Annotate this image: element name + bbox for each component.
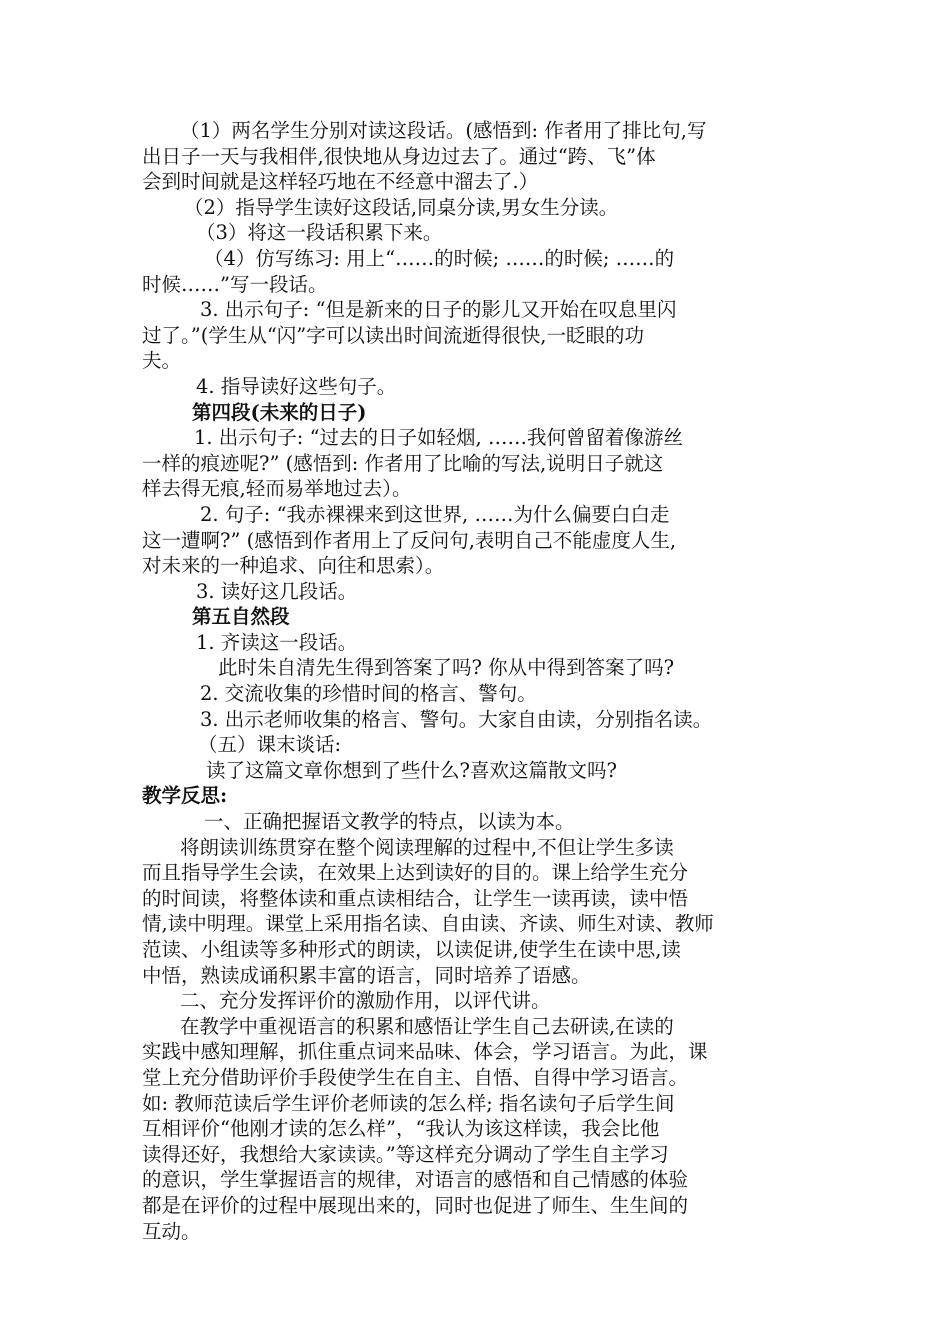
text-line: 出日子一天与我相伴,很快地从身边过去了。通过“跨、飞”体 — [142, 144, 656, 168]
text-line: 4. 指导读好这些句子。 — [196, 374, 397, 398]
text-line: 夫。 — [142, 349, 182, 373]
text-line: 的时间读，将整体读和重点读相结合，让学生一读再读，读中悟 — [142, 886, 689, 910]
section-heading: 教学反思: — [142, 784, 228, 808]
text-line: （五）课末谈话: — [198, 733, 342, 757]
text-line: 情,读中明理。课堂上采用指名读、自由读、齐读、师生对读、教师 — [142, 912, 714, 936]
text-line: （3）将这一段话积累下来。 — [196, 221, 443, 245]
text-line: 而且指导学生会读，在效果上达到读好的目的。课上给学生充分 — [142, 861, 689, 885]
text-line: 一样的痕迹呢?” (感悟到: 作者用了比喻的写法,说明日子就这 — [142, 451, 664, 475]
text-line: 3. 读好这几段话。 — [196, 579, 358, 603]
text-line: 如: 教师范读后学生评价老师读的怎么样; 指名读句子后学生间 — [142, 1091, 675, 1115]
text-line: 会到时间就是这样轻巧地在不经意中溜去了.） — [142, 170, 539, 194]
text-line: 过了。”(学生从“闪”字可以读出时间流逝得很快,一眨眼的功 — [142, 323, 644, 347]
text-line: 读了这篇文章你想到了些什么?喜欢这篇散文吗? — [206, 758, 617, 782]
text-line: 这一遭啊?” (感悟到作者用上了反问句,表明自己不能虚度人生, — [142, 528, 677, 552]
text-line: 互动。 — [142, 1219, 201, 1243]
text-line: 一、正确把握语文教学的特点，以读为本。 — [204, 810, 575, 834]
text-line: 样去得无痕,轻而易举地过去）。 — [142, 477, 412, 501]
text-line: 将朗读训练贯穿在整个阅读理解的过程中,不但让学生多读 — [180, 835, 674, 859]
text-line: 1. 齐读这一段话。 — [196, 630, 358, 654]
section-heading: 第四段(未来的日子) — [192, 400, 367, 424]
text-line: 读得还好，我想给大家读读。”等这样充分调动了学生自主学习 — [142, 1142, 669, 1166]
text-line: 2. 句子: “我赤裸裸来到这世界, ……为什么偏要白白走 — [200, 502, 670, 526]
section-heading: 第五自然段 — [192, 605, 290, 629]
text-line: 二、充分发挥评价的激励作用，以评代讲。 — [180, 989, 551, 1013]
text-line: 1. 出示句子: “过去的日子如轻烟, ……我何曾留着像游丝 — [194, 426, 683, 450]
text-line: 都是在评价的过程中展现出来的，同时也促进了师生、生生间的 — [142, 1193, 689, 1217]
text-line: 3. 出示老师收集的格言、警句。大家自由读，分别指名读。 — [200, 707, 713, 731]
text-line: 在教学中重视语言的积累和感悟让学生自己去研读,在读的 — [180, 1014, 674, 1038]
text-line: 的意识，学生掌握语言的规律，对语言的感悟和自己情感的体验 — [142, 1168, 689, 1192]
text-line: 中悟，熟读成诵积累丰富的语言，同时培养了语感。 — [142, 963, 591, 987]
text-line: （4）仿写练习: 用上“……的时候; ……的时候; ……的 — [204, 246, 675, 270]
text-line: 互相评价“他刚才读的怎么样”，“我认为该这样读，我会比他 — [142, 1117, 660, 1141]
text-line: （1）两名学生分别对读这段话。(感悟到: 作者用了排比句,写 — [180, 119, 707, 142]
document-body — [142, 118, 817, 1244]
text-line: 对未来的一种追求、向往和思索）。 — [142, 554, 445, 578]
text-line: 2. 交流收集的珍惜时间的格言、警句。 — [200, 682, 537, 706]
text-line: 此时朱自清先生得到答案了吗? 你从中得到答案了吗? — [218, 656, 675, 680]
text-line: 实践中感知理解，抓住重点词来品味、体会，学习语言。为此，课 — [142, 1040, 708, 1064]
text-line: 范读、小组读等多种形式的朗读，以读促讲,使学生在读中思,读 — [142, 938, 681, 961]
text-line: （2）指导学生读好这段话,同桌分读,男女生分读。 — [184, 195, 619, 219]
text-line: 时候……”写一段话。 — [142, 272, 328, 296]
text-line: 3. 出示句子: “但是新来的日子的影儿又开始在叹息里闪 — [200, 298, 677, 322]
text-line: 堂上充分借助评价手段使学生在自主、自悟、自得中学习语言。 — [142, 1065, 689, 1089]
